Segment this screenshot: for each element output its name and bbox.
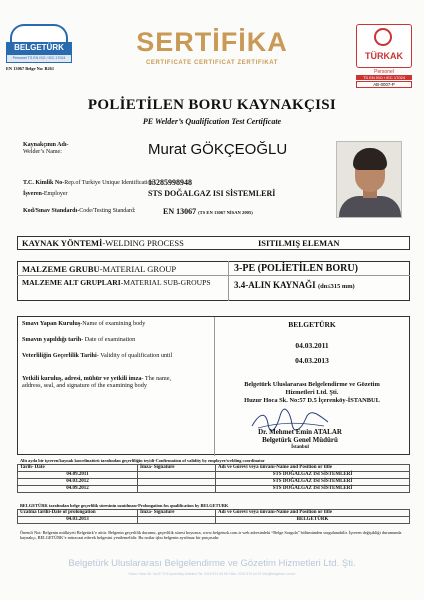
name-label: Kaynakçının Adı- Welder’s Name: bbox=[23, 142, 69, 155]
turkak-brand: TÜRKAK bbox=[365, 51, 403, 61]
material-subgroup-value: 3.4-ALIN KAYNAĞI (dn≤315 mm) bbox=[234, 280, 355, 290]
page-subheading: PE Welder’s Qualification Test Certificate bbox=[142, 117, 282, 126]
turkak-standard: TS EN ISO / IEC 17024 bbox=[356, 75, 412, 80]
prolong-note: BELGETÜRK tarafından belge geçerlilik süresinin uzatılması-Prolongation fos qualification by BELGETURK bbox=[20, 503, 229, 508]
validity-label: Veterliliğin Geçerlilik Tarihi- Validity of qualification until bbox=[22, 352, 173, 359]
authority-label: Yetkili kuruluş, adresi, mühür ve yetkili imza- The name, address, seal, and signature of the examining body bbox=[22, 375, 172, 390]
material-group-label: MALZEME GRUBU-MATERIAL GROUP bbox=[22, 264, 177, 274]
signer: Dr. Mehmet Emin ATALAR Belgetürk Genel Müdürü bbox=[258, 428, 342, 444]
exam-body-value: BELGETÜRK bbox=[288, 320, 336, 329]
table-row: 04.09.2012 STS DOĞALGAZ ISI SİSTEMLERİ bbox=[18, 486, 410, 493]
authority-line-2: Hizmetleri Ltd. Şti. bbox=[285, 389, 339, 396]
confirm-note: Altı ayda bir işveren/kaynak koordinatörü tarafından geçerliliğin teyidi-Confirmation of validity by employer/welding coordinator bbox=[20, 458, 265, 463]
shield-icon bbox=[10, 24, 68, 42]
exam-date-value: 04.03.2011 bbox=[295, 341, 329, 350]
turkak-ring-icon bbox=[374, 28, 392, 46]
table-row: 04.09.2011 STS DOĞALGAZ ISI SİSTEMLERİ bbox=[18, 472, 410, 479]
belgeturk-sub: Personel TS EN ISO / IEC 17024 bbox=[6, 54, 72, 63]
prolong-table bbox=[17, 509, 410, 524]
table-row: 04.03.2012 STS DOĞALGAZ ISI SİSTEMLERİ bbox=[18, 479, 410, 486]
welder-name: Murat GÖKÇEOĞLU bbox=[148, 141, 288, 158]
belgeturk-brand: BELGETÜRK bbox=[6, 42, 72, 54]
certificate-title: SERTİFİKA bbox=[136, 27, 288, 57]
material-group-value: 3-PE (POLİETİLEN BORU) bbox=[234, 263, 358, 274]
welding-process-value: ISITILMIŞ ELEMAN bbox=[258, 238, 340, 248]
turkak-logo bbox=[356, 24, 412, 88]
table-row: 04.03.2013 BELGETÜRK bbox=[18, 517, 410, 524]
standard-value: EN 13067 (TS EN 13067 NİSAN 2005) bbox=[163, 207, 253, 216]
authority-line-1: Belgetürk Uluslararası Belgelendirme ve Gözetim bbox=[244, 381, 380, 388]
tc-value: 13285998948 bbox=[148, 178, 192, 187]
standard-note: (TS EN 13067 NİSAN 2005) bbox=[198, 210, 253, 215]
standard-label: Kod/Sınav Standardı-Code/Testing Standard: bbox=[23, 208, 136, 214]
prolong-table-header: Uzatma tarihi-Date of prolongation İmza- Signature Adı ve Görevi veya ünvanı-Name and Position or title bbox=[18, 510, 410, 517]
belgeturk-en: EN 13067 Belge No: B261 bbox=[6, 66, 55, 71]
turkak-personel: Personel bbox=[374, 69, 394, 75]
material-subgroup-label: MALZEME ALT GRUPLARI-MATERIAL SUB-GROUPS bbox=[22, 278, 211, 287]
footer-address: Huzur Hoca Sk. No:57 D.5 İçerenköy-İstanbul Tel: 0216 574 66 96 Faks: 0216 574 44 37 info@belgeturk.com.tr bbox=[128, 572, 296, 576]
employer-value: STS DOĞALGAZ ISI SİSTEMLERİ bbox=[148, 189, 276, 198]
turkak-emblem bbox=[356, 24, 412, 68]
authority-line-3: Huzur Hoca Sk. No:57 D.5 İçerenköy-İSTANBUL bbox=[244, 397, 380, 404]
exam-date-label: Sınavın yapıldığı tarih- Date of examination bbox=[22, 336, 136, 343]
tc-label: T.C. Kimlik No-Rep.of Turkiye Unique Identification bbox=[23, 180, 154, 186]
validity-value: 04.03.2013 bbox=[295, 356, 329, 365]
belgeturk-logo bbox=[6, 24, 82, 71]
page-heading: POLİETİLEN BORU KAYNAKÇISI bbox=[87, 97, 337, 113]
welding-process-label: KAYNAK YÖNTEMİ-WELDING PROCESS bbox=[22, 238, 184, 248]
confirm-table-header: Tarih- Date İmza- Signature Adı ve Görevi veya ünvanı-Name and Position or title bbox=[18, 465, 410, 472]
sign-city: İstanbul bbox=[291, 445, 309, 450]
turkak-code: AB-0007-P bbox=[356, 81, 412, 88]
exam-body-label: Sınavı Yapan Kuruluş-Name of examining body bbox=[22, 320, 146, 327]
important-note: Önemli Not: Belgenin mülkiyeti Belgetürk’e aittir. Belgenin geçerlilik durumu, geçerlilik süresi boyunca, www.belgeturk.com.tr web adresindeki “Belge Sorgula” bölümünden sorgulanabilir. İşveren değişikliği durumunda kaynakçı, BELGETÜRK’e müracaat ederek belgesini yenilemelidir. Bu notlar işbu belgenin ayrılmaz bir parçasıdır. bbox=[20, 530, 402, 541]
employer-label: İşveren-Employer bbox=[23, 191, 68, 197]
certificate-subtitle: CERTIFICATE CERTIFICAT ZERTIFIKAT bbox=[145, 60, 279, 66]
footer-company: Belgetürk Uluslararası Belgelendirme ve Gözetim Hizmetleri Ltd. Şti. bbox=[68, 558, 356, 569]
confirm-table bbox=[17, 464, 410, 493]
welder-photo bbox=[336, 141, 402, 218]
